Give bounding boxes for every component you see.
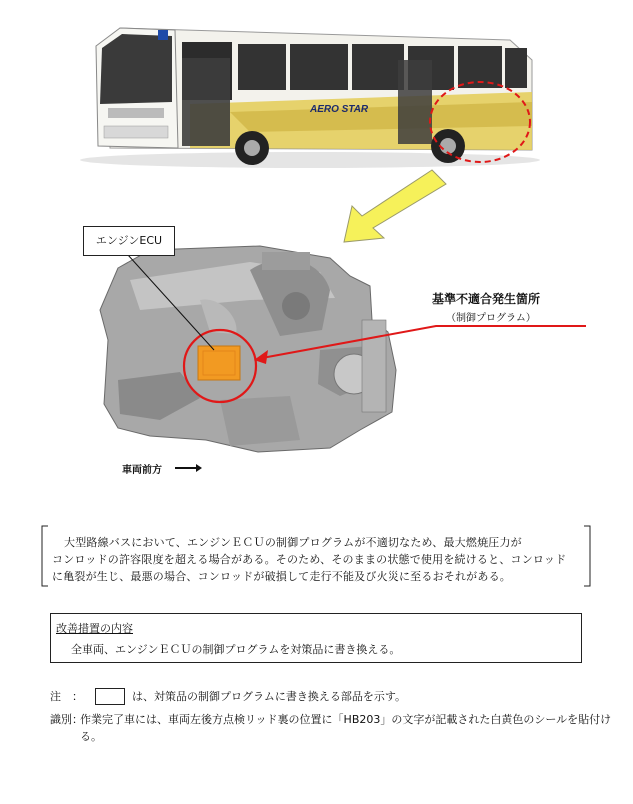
note-text: は、対策品の制御プログラムに書き換える部品を示す。 bbox=[132, 690, 407, 703]
remedy-title: 改善措置の内容 bbox=[56, 622, 133, 635]
description-line: コンロッドの許容限度を超える場合がある。そのため、そのままの状態で使用を続けると、コンロッド bbox=[52, 553, 567, 566]
note-row bbox=[50, 688, 610, 706]
defect-description bbox=[52, 534, 582, 585]
engine-illustration bbox=[100, 246, 396, 452]
vehicle-front-arrow-icon bbox=[175, 467, 197, 469]
description-line: 大型路線バスにおいて、エンジンＥＣＵの制御プログラムが不適切なため、最大燃焼圧力が bbox=[64, 536, 522, 549]
vehicle-front-label: 車両前方 bbox=[122, 465, 162, 476]
identification-key: 識別： bbox=[50, 713, 83, 726]
ecu-label: エンジンECU bbox=[83, 226, 175, 256]
identification-text: 作業完了車には、車両左後方点検リッド裏の位置に「HB203」の文字が記載された白黄色のシールを貼付ける。 bbox=[80, 713, 612, 743]
remedy-text: 全車両、エンジンＥＣＵの制御プログラムを対策品に書き換える。 bbox=[71, 643, 401, 656]
note-legend-box-icon bbox=[95, 688, 125, 705]
defect-location-title: 基準不適合発生箇所 bbox=[432, 292, 541, 306]
bus-logo: AERO STAR bbox=[310, 104, 369, 115]
defect-location-subtitle: （制御プログラム） bbox=[446, 313, 536, 324]
identification-row bbox=[50, 711, 620, 751]
remedy-box bbox=[50, 613, 582, 663]
note-key: 注 ： bbox=[50, 690, 83, 703]
pointer-arrow bbox=[344, 170, 446, 242]
description-line: に亀裂が生じ、最悪の場合、コンロッドが破損して走行不能及び火災に至るおそれがある。 bbox=[52, 570, 511, 583]
bus-illustration bbox=[80, 28, 540, 168]
